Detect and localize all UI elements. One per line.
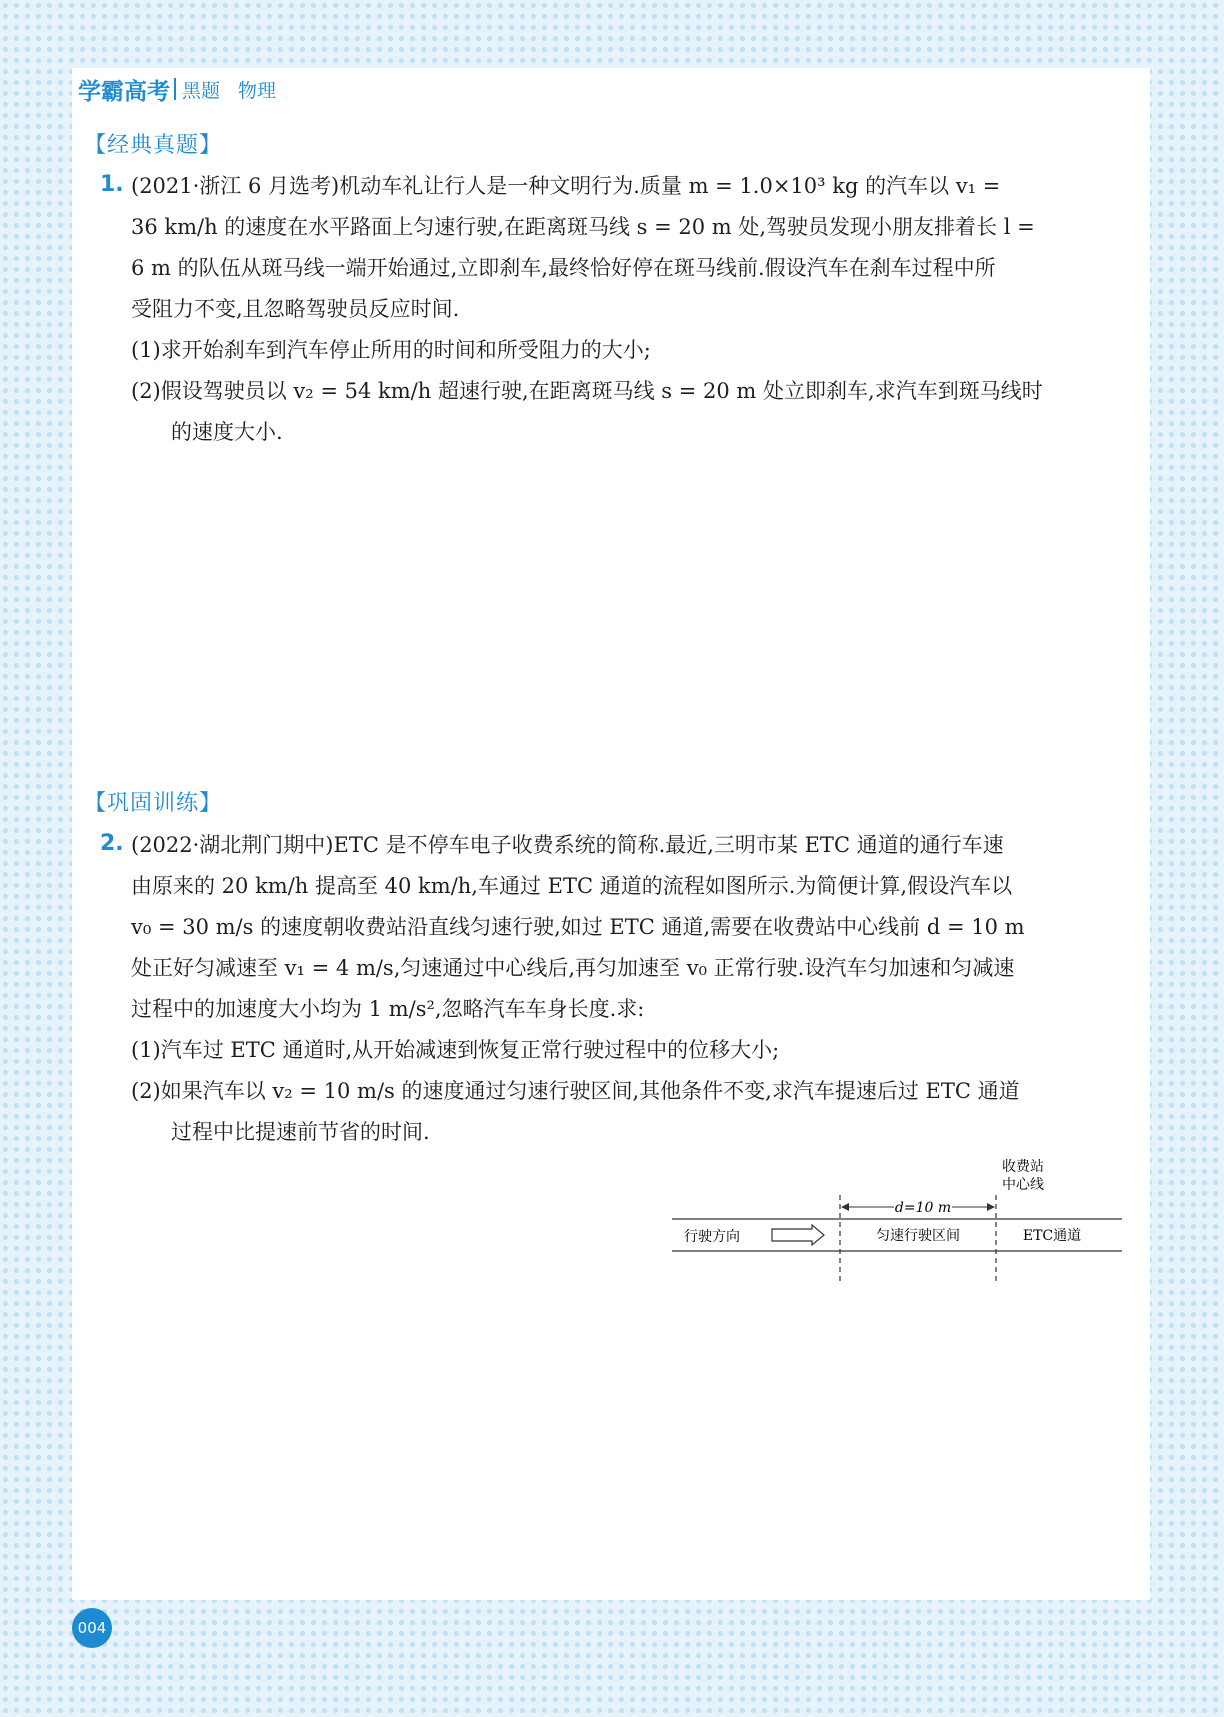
question-1-part-2: (2)假设驾驶员以 v₂ = 54 km/h 超速行驶,在距离斑马线 s = 20 m 处立即刹车,求汽车到斑马线时: [131, 379, 1043, 403]
question-2-line: 处正好匀减速至 v₁ = 4 m/s,匀速通过中心线后,再匀加速至 v₀ 正常行驶.设汽车匀加速和匀减速: [131, 956, 1015, 980]
header-divider: [174, 78, 176, 100]
distance-label: d=10 m: [894, 1200, 952, 1216]
zone-label: 匀速行驶区间: [876, 1228, 960, 1244]
question-1-line: 36 km/h 的速度在水平路面上匀速行驶,在距离斑马线 s = 20 m 处,驾驶员发现小朋友排着长 l =: [131, 215, 1035, 239]
question-2-line: v₀ = 30 m/s 的速度朝收费站沿直线匀速行驶,如过 ETC 通道,需要在收费站中心线前 d = 10 m: [131, 915, 1025, 939]
question-1-part-2-cont: 的速度大小.: [171, 420, 283, 444]
etc-diagram: [672, 1155, 1126, 1285]
section-title-classic: 【经典真题】: [84, 133, 223, 158]
question-2-stem: [131, 825, 1123, 1030]
brand-logo: 学霸高考: [78, 78, 170, 105]
question-1-line: 受阻力不变,且忽略驾驶员反应时间.: [131, 297, 460, 321]
question-number-1: 1.: [100, 172, 124, 197]
etc-label: ETC通道: [1022, 1228, 1082, 1244]
question-1-stem: [131, 166, 1123, 330]
question-2-part-2-cont: 过程中比提速前节省的时间.: [171, 1120, 430, 1144]
dimension-arrow-right-icon: [987, 1203, 995, 1211]
page-number: 004: [72, 1608, 112, 1648]
question-2-line: 由原来的 20 km/h 提高至 40 km/h,车通过 ETC 通道的流程如图所示.为简便计算,假设汽车以: [131, 874, 1013, 898]
question-1-part-1: (1)求开始刹车到汽车停止所用的时间和所受阻力的大小;: [131, 338, 651, 362]
question-2-part-2: (2)如果汽车以 v₂ = 10 m/s 的速度通过匀速行驶区间,其他条件不变,求汽车提速后过 ETC 通道: [131, 1079, 1020, 1103]
question-number-2: 2.: [100, 831, 124, 856]
station-label-line1: 收费站: [1002, 1159, 1044, 1175]
question-2-part-1: (1)汽车过 ETC 通道时,从开始减速到恢复正常行驶过程中的位移大小;: [131, 1038, 780, 1062]
section-title-practice: 【巩固训练】: [84, 791, 223, 816]
page-header: [72, 72, 286, 106]
question-1-line: 6 m 的队伍从斑马线一端开始通过,立即刹车,最终恰好停在斑马线前.假设汽车在刹车过程中所: [131, 256, 996, 280]
header-subject: 物理: [238, 79, 277, 102]
question-2-line: 过程中的加速度大小均为 1 m/s²,忽略汽车车身长度.求:: [131, 997, 645, 1021]
dimension-arrow-left-icon: [841, 1203, 849, 1211]
header-series: 黑题: [182, 79, 221, 102]
direction-label: 行驶方向: [684, 1229, 740, 1245]
station-label-line2: 中心线: [1002, 1177, 1044, 1193]
etc-diagram-svg: [672, 1155, 1126, 1285]
question-2-line: (2022·湖北荆门期中)ETC 是不停车电子收费系统的简称.最近,三明市某 ETC 通道的通行车速: [131, 833, 1004, 857]
question-1-line: (2021·浙江 6 月选考)机动车礼让行人是一种文明行为.质量 m = 1.0×10³ kg 的汽车以 v₁ =: [131, 174, 1001, 198]
direction-arrow-icon: [772, 1225, 824, 1245]
